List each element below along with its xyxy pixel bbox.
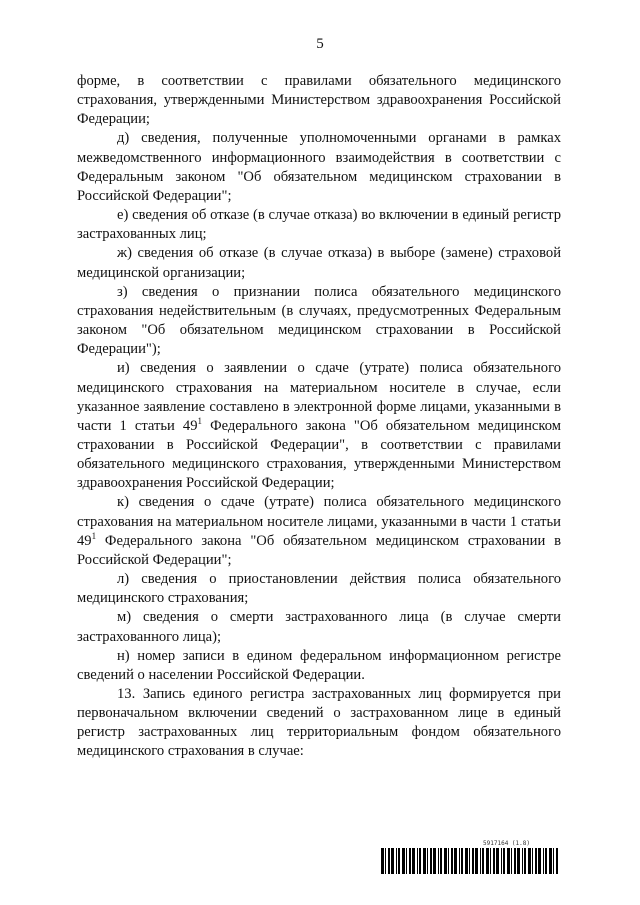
paragraph-item-k-part2: Федерального закона "Об обязательном медицинском страховании в Российской Федерации";: [77, 532, 561, 568]
document-barcode: [380, 840, 560, 874]
paragraph-item-i-part1: и) сведения о заявлении о сдаче (утрате) полиса обязательного медицинского страхования на материальном носителе в случае, если указанное заявление составлено в электронной форме лицами, указанными в части 1 статьи 49: [77, 360, 561, 434]
article-superscript: 1: [91, 530, 97, 541]
paragraph-item-k: [77, 493, 561, 570]
barcode-icon: [380, 848, 560, 874]
paragraph-item-k-part1: к) сведения о сдаче (утрате) полиса обязательного медицинского страхования на материальном носителе лицами, указанными в части 1 статьи 49: [77, 494, 561, 549]
paragraph-item-n: н) номер записи в едином федеральном информационном регистре сведений о населении Российской Федерации.: [77, 647, 561, 683]
paragraph-continuation: форме, в соответствии с правилами обязательного медицинского страхования, утвержденными Министерством здравоохранения Российской Федерации;: [77, 73, 561, 128]
paragraph-item-z: з) сведения о признании полиса обязательного медицинского страхования недействительным (в случаях, предусмотренных Федеральным законом "Об обязательном медицинском страховании в Российской Федерации");: [77, 283, 561, 358]
paragraph-item-d: д) сведения, полученные уполномоченными органами в рамках межведомственного информационного взаимодействия в соответствии с Федеральным законом "Об обязательном медицинском страховании в Российской Федерации";: [77, 130, 561, 204]
paragraph-item-m: м) сведения о смерти застрахованного лица (в случае смерти застрахованного лица);: [77, 609, 561, 645]
paragraph-clause-13: 13. Запись единого регистра застрахованных лиц формируется при первоначальном включении сведений о застрахованном лице в единый регистр застрахованных лиц территориальным фондом обязательного медицинского страхования в случае:: [77, 686, 561, 760]
paragraph-item-l: л) сведения о приостановлении действия полиса обязательного медицинского страхования;: [77, 571, 561, 607]
page-number: 5: [316, 36, 324, 52]
article-superscript: 1: [197, 415, 203, 426]
paragraph-item-i-part2: Федерального закона "Об обязательном медицинском страховании в Российской Федерации", в соответствии с правилами обязательного медицинского страхования, утвержденными Министерством здравоохранения Российской Федерации;: [77, 417, 562, 492]
paragraph-item-zh: ж) сведения об отказе (в случае отказа) в выборе (замене) страховой медицинской организации;: [77, 245, 561, 281]
barcode-caption: 5917164 (1.8): [483, 840, 530, 847]
document-body: [77, 72, 561, 762]
paragraph-item-e: е) сведения об отказе (в случае отказа) во включении в единый регистр застрахованных лиц;: [77, 207, 561, 243]
paragraph-item-i: [77, 359, 561, 493]
